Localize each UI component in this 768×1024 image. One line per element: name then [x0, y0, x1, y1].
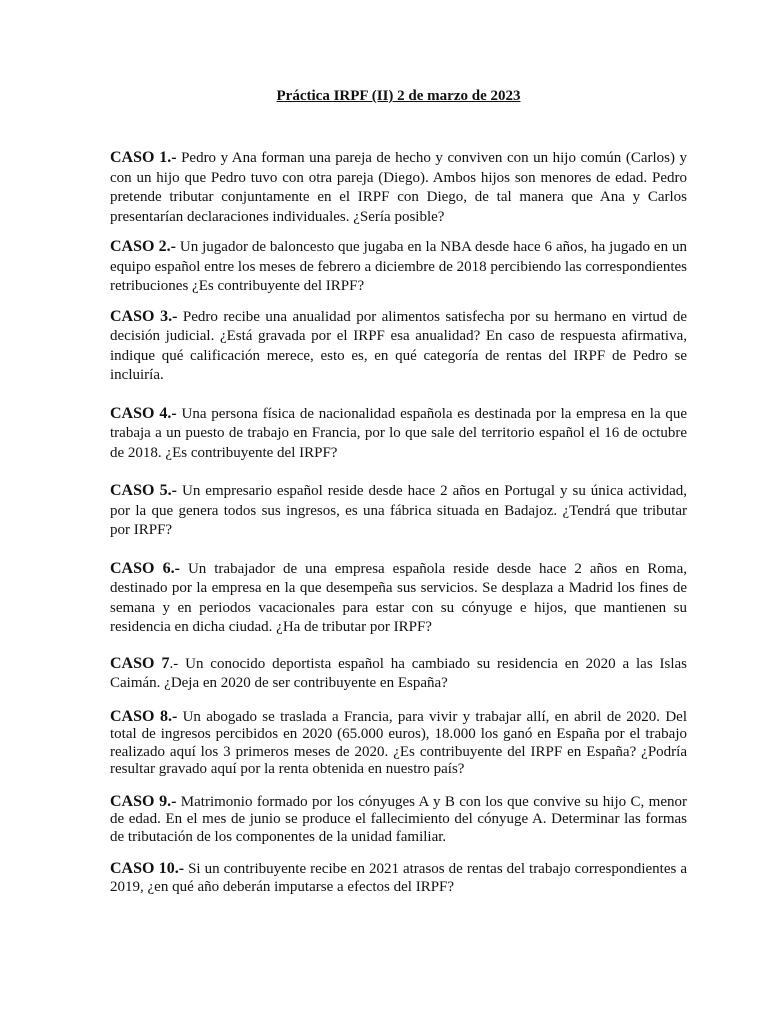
case-5 — [110, 481, 687, 541]
case-label: CASO 4.- — [110, 404, 177, 422]
case-text: Un abogado se traslada a Francia, para vivir y trabajar allí, en abril de 2020. Del total de ingresos percibidos en 2020 (65.000 euros), 18.000 los ganó en España por el trabajo realizado aquí los 3 primeros meses de 2020. ¿Es contribuyente del IRPF en España? ¿Podría resultar gravado aquí por la renta obtenida en nuestro país? — [110, 708, 687, 777]
case-label: CASO 8.- — [110, 707, 178, 725]
case-label: CASO 10.- — [110, 860, 185, 877]
case-label: CASO 5.- — [110, 482, 178, 499]
case-text: Un empresario español reside desde hace 2 años en Portugal y su única actividad, por la que genera todos sus ingresos, es una fábrica situada en Badajoz. ¿Tendrá que tributar por IRPF? — [110, 483, 687, 538]
case-text: Un jugador de baloncesto que jugaba en la NBA desde hace 6 años, ha jugado en un equipo español entre los meses de febrero a diciembre de 2018 percibiendo las correspondientes retribuciones ¿Es contribuyente del IRPF? — [110, 239, 687, 294]
case-label: CASO 7 — [110, 654, 170, 672]
case-text: Si un contribuyente recibe en 2021 atrasos de rentas del trabajo correspondientes a 2019, ¿en qué año deberán imputarse a efectos del IRPF? — [110, 861, 687, 895]
case-7 — [110, 654, 687, 694]
case-8 — [110, 708, 687, 779]
case-text: Matrimonio formado por los cónyuges A y B con los que convive su hijo C, menor de edad. En el mes de junio se produce el fallecimiento del cónyuge A. Determinar las formas de tributación de los componentes de la unidad familiar. — [110, 793, 687, 845]
case-9 — [110, 793, 687, 847]
case-10 — [110, 860, 687, 896]
case-text: .- Un conocido deportista español ha cambiado su residencia en 2020 a las Islas Caimán. ¿Deja en 2020 de ser contribuyente en España? — [110, 655, 688, 691]
case-label: CASO 3.- — [110, 307, 178, 325]
case-6 — [110, 559, 687, 638]
case-1 — [110, 148, 687, 227]
case-4 — [110, 404, 687, 464]
case-text: Pedro recibe una anualidad por alimentos satisfecha por su hermano en virtud de decisión judicial. ¿Está gravada por el IRPF esa anualidad? En caso de respuesta afirmativa, indique qué calificación merece, esto es, en qué categoría de rentas del IRPF de Pedro se incluiría. — [110, 308, 688, 383]
case-label: CASO 2.- — [110, 238, 176, 255]
case-text: Un trabajador de una empresa española reside desde hace 2 años en Roma, destinado por la empresa en la que desempeña sus servicios. Se desplaza a Madrid los fines de semana y en periodos vacacionales para estar con su cónyuge e hijos, que mantienen su residencia en dicha ciudad. ¿Ha de tributar por IRPF? — [110, 560, 688, 635]
case-label: CASO 9.- — [110, 792, 177, 810]
case-label: CASO 1.- — [110, 149, 177, 166]
page-title: Práctica IRPF (II) 2 de marzo de 2023 — [276, 88, 521, 104]
case-2 — [110, 237, 687, 297]
case-text: Una persona física de nacionalidad española es destinada por la empresa en la que trabaja a un puesto de trabajo en Francia, por lo que sale del territorio español el 16 de octubre de 2018. ¿Es contribuyente del IRPF? — [110, 405, 687, 461]
case-3 — [110, 307, 687, 386]
case-text: Pedro y Ana forman una pareja de hecho y conviven con un hijo común (Carlos) y con un hijo que Pedro tuvo con otra pareja (Diego). Ambos hijos son menores de edad. Pedro pretende tributar conjuntamente en el IRPF con Diego, de tal manera que Ana y Carlos presentarían declaraciones individuales. ¿Sería posible? — [110, 150, 687, 225]
document-page — [110, 86, 687, 896]
case-label: CASO 6.- — [110, 559, 180, 577]
